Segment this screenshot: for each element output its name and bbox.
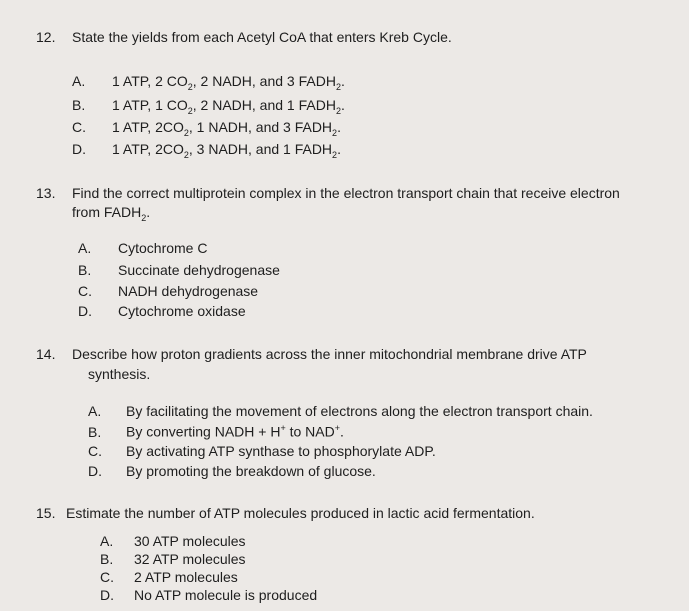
superscript: + [280, 423, 286, 433]
q15-option-a[interactable] [100, 533, 246, 549]
superscript: + [334, 423, 340, 433]
question-text: State the yields from each Acetyl CoA that enters Kreb Cycle. [72, 29, 452, 45]
option-letter: D. [100, 587, 114, 603]
option-letter: A. [78, 240, 92, 256]
question-number: 14. [36, 346, 56, 362]
option-text: . [337, 141, 341, 157]
option-text: . [337, 119, 341, 135]
option-text: Succinate dehydrogenase [118, 262, 280, 278]
option-letter: A. [88, 403, 102, 419]
question-number: 15. [36, 505, 56, 521]
option-letter: D. [88, 463, 102, 479]
question-text: Estimate the number of ATP molecules produced in lactic acid fermentation. [66, 505, 535, 521]
option-text: 32 ATP molecules [134, 551, 246, 567]
option-letter: A. [100, 533, 114, 549]
option-text: By facilitating the movement of electrons along the electron transport chain. [126, 403, 593, 419]
option-letter: A. [72, 73, 86, 89]
subscript: 2 [141, 212, 147, 223]
question-15-stem [36, 505, 535, 521]
question-text: from FADH [72, 204, 142, 220]
q15-option-b[interactable] [100, 551, 246, 567]
option-text: 2 ATP molecules [134, 569, 238, 585]
question-13-stem-line-2 [72, 204, 150, 223]
option-letter: C. [78, 283, 92, 299]
option-text: By converting NADH + H [126, 423, 281, 440]
option-text: , 1 NADH, and 3 FADH [188, 119, 333, 135]
q14-option-b[interactable] [88, 423, 344, 440]
q14-option-d[interactable] [88, 463, 376, 479]
question-text: synthesis. [88, 366, 151, 382]
q14-option-c[interactable] [88, 443, 436, 459]
option-text: 30 ATP molecules [134, 533, 246, 549]
option-letter: B. [88, 423, 102, 440]
subscript: 2 [335, 105, 341, 116]
question-14-stem [36, 346, 587, 362]
q15-option-c[interactable] [100, 569, 238, 585]
option-text: 1 ATP, 1 CO [112, 97, 188, 113]
option-text: 1 ATP, 2 CO [112, 73, 188, 89]
q13-option-d[interactable] [78, 303, 246, 319]
q13-option-b[interactable] [78, 262, 280, 278]
option-text: . [340, 97, 345, 113]
option-text: , 3 NADH, and 1 FADH [188, 141, 333, 157]
question-13-stem [36, 185, 620, 201]
q13-option-a[interactable] [78, 240, 207, 256]
question-text: Find the correct multiprotein complex in the electron transport chain that receive electron [72, 185, 620, 201]
option-letter: B. [100, 551, 114, 567]
subscript: 2 [187, 81, 193, 92]
option-letter: B. [72, 97, 86, 113]
option-text: Cytochrome C [118, 240, 208, 256]
question-text: . [146, 204, 151, 220]
option-letter: D. [78, 303, 92, 319]
q12-option-a[interactable] [72, 73, 345, 92]
option-letter: C. [100, 569, 114, 585]
option-text: By promoting the breakdown of glucose. [126, 463, 376, 479]
subscript: 2 [183, 149, 189, 160]
subscript: 2 [332, 127, 338, 138]
option-letter: C. [88, 443, 102, 459]
option-text: 1 ATP, 2CO [112, 141, 184, 157]
option-text: . [340, 73, 345, 89]
option-letter: D. [72, 141, 86, 157]
q14-option-a[interactable] [88, 403, 593, 419]
subscript: 2 [183, 127, 189, 138]
option-text: By activating ATP synthase to phosphorylate ADP. [126, 443, 436, 459]
subscript: 2 [332, 149, 338, 160]
q12-option-c[interactable] [72, 119, 341, 138]
option-text: No ATP molecule is produced [134, 587, 318, 603]
q12-option-d[interactable] [72, 141, 341, 160]
subscript: 2 [335, 81, 341, 92]
option-text: NADH dehydrogenase [118, 283, 259, 299]
q13-option-c[interactable] [78, 283, 258, 299]
option-letter: B. [78, 262, 92, 278]
question-12-stem [36, 29, 452, 45]
question-number: 13. [36, 185, 56, 201]
question-text: Describe how proton gradients across the inner mitochondrial membrane drive ATP [72, 346, 587, 362]
q15-option-d[interactable] [100, 587, 317, 603]
q12-option-b[interactable] [72, 97, 345, 116]
option-letter: C. [72, 119, 86, 135]
option-text: to NAD [285, 423, 335, 440]
option-text: Cytochrome oxidase [118, 303, 246, 319]
option-text: . [340, 423, 344, 440]
option-text: 1 ATP, 2CO [112, 119, 184, 135]
question-number: 12. [36, 29, 56, 45]
option-text: , 2 NADH, and 1 FADH [192, 97, 336, 113]
subscript: 2 [187, 105, 193, 116]
question-14-stem-line-2 [88, 366, 150, 382]
option-text: , 2 NADH, and 3 FADH [192, 73, 336, 89]
